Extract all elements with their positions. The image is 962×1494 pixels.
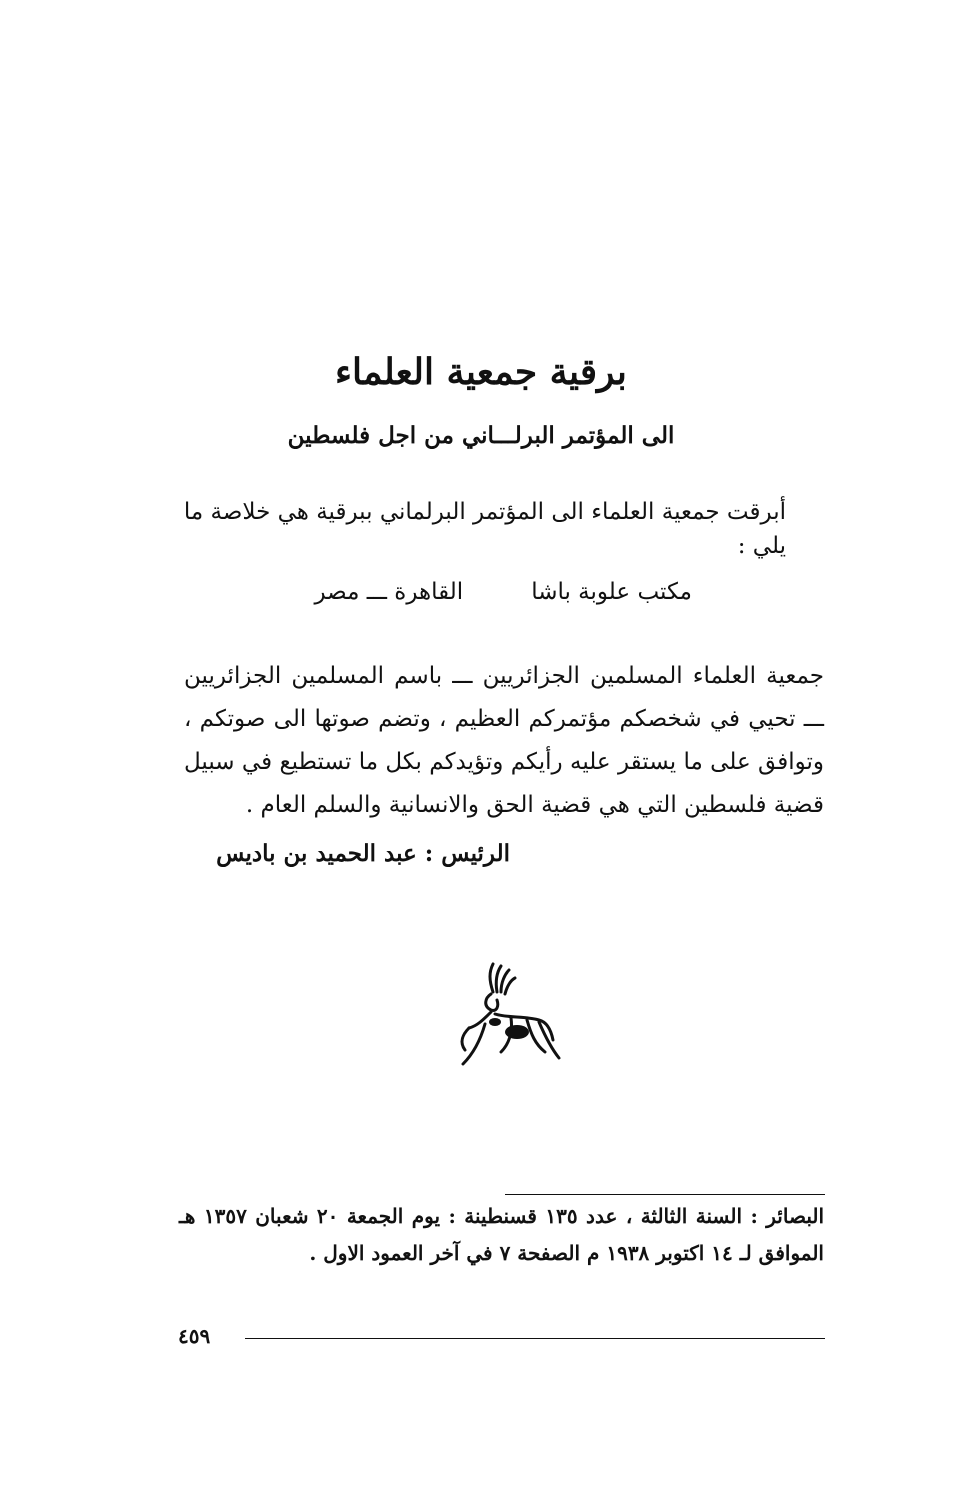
page-number-rule <box>245 1338 825 1339</box>
intro-paragraph: أبرقت جمعية العلماء الى المؤتمر البرلماني ببرقية هي خلاصة ما يلي : <box>183 499 786 559</box>
gazelle-emblem-icon <box>455 960 565 1070</box>
footnote-divider <box>505 1194 825 1195</box>
telegram-address <box>192 575 692 609</box>
telegram-body: جمعية العلماء المسلمين الجزائريين ـــ باسم المسلمين الجزائريين ـــ تحيي في شخصكم مؤتمركم العظيم ، وتضم صوتها الى صوتكم ، وتوافق على ما يستقر عليه رأيكم وتؤيدكم بكل ما تستطيع في سبيل قضية فلسطين التي هي قضية الحق والانسانية والسلم العام . <box>184 663 824 818</box>
address-recipient: مكتب علوبة باشا <box>531 579 692 605</box>
signature-line: الرئيس : عبد الحميد بن باديس <box>216 840 510 867</box>
page-title: برقية جمعية العلماء <box>335 351 627 393</box>
page-number: ٤٥٩ <box>178 1324 211 1348</box>
address-city: القاهرة ـــ مصر <box>314 579 464 605</box>
footnote: البصائر : السنة الثالثة ، عدد ١٣٥ قسنطينة : يوم الجمعة ٢٠ شعبان ١٣٥٧ هـ الموافق لـ ١٤ اكتوبر ١٩٣٨ م الصفحة ٧ في آخر العمود الاول . <box>179 1204 825 1265</box>
page-subtitle: الى المؤتمر البرلـــاني من اجل فلسطين <box>287 422 675 449</box>
